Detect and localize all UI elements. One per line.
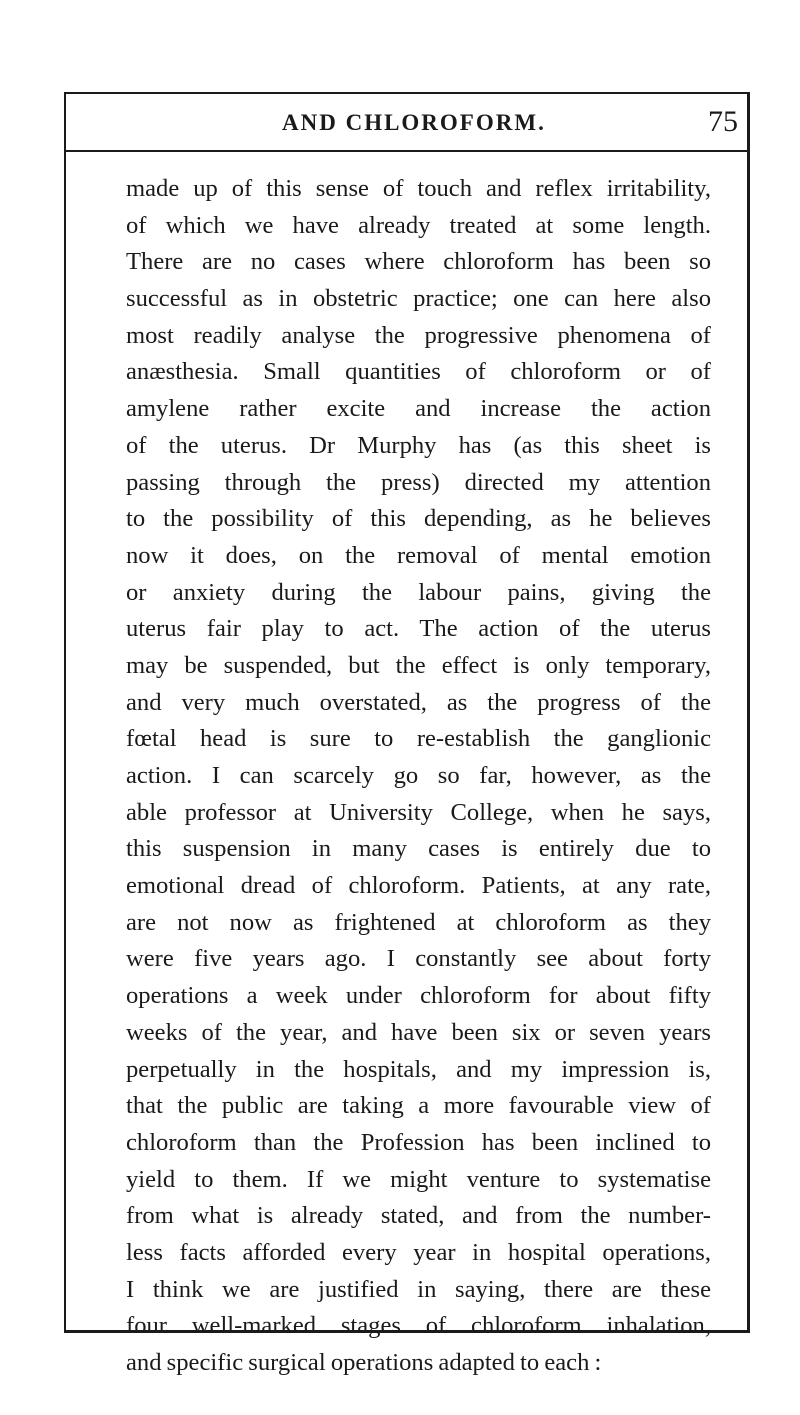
text-line: I think we are justified in saying, there are these [126,1275,711,1303]
text-line: chloroform than the Profession has been inclined to [126,1128,711,1156]
text-line: perpetually in the hospitals, and my impression is, [126,1055,711,1083]
text-line: anæsthesia. Small quantities of chloroform or of [126,358,711,386]
text-line: fœtal head is sure to re-establish the ganglionic [126,725,711,753]
text-line: to the possibility of this depending, as he believes [126,505,711,533]
page-right-border [747,92,750,1332]
text-line: There are no cases where chloroform has been so [126,248,711,276]
header-rule [64,150,750,152]
text-line: amylene rather excite and increase the action [126,395,711,423]
text-line: emotional dread of chloroform. Patients, at any rate, [126,872,711,900]
text-line: most readily analyse the progressive phenomena of [126,321,711,349]
text-line: and very much overstated, as the progress of the [126,688,711,716]
text-line: that the public are taking a more favourable view of [126,1092,711,1120]
text-line: operations a week under chloroform for about fifty [126,982,711,1010]
text-line: uterus fair play to act. The action of the uterus [126,615,711,643]
page-top-border [64,92,750,94]
text-line: and specific surgical operations adapted to each : [126,1349,602,1376]
text-line: weeks of the year, and have been six or seven years [126,1018,711,1046]
text-line: of the uterus. Dr Murphy has (as this sheet is [126,431,711,459]
text-line: may be suspended, but the effect is only temporary, [126,651,711,679]
text-line: were five years ago. I constantly see about forty [126,945,711,973]
text-line: able professor at University College, when he says, [126,798,711,826]
text-line: now it does, on the removal of mental emotion [126,541,711,569]
text-line: made up of this sense of touch and reflex irritability, [126,175,711,202]
page-number: 75 [708,105,738,138]
text-line: this suspension in many cases is entirely due to [126,835,711,863]
text-line: passing through the press) directed my attention [126,468,711,496]
page-left-border [64,92,66,1332]
text-line: from what is already stated, and from the number- [126,1202,711,1230]
body-paragraph [126,171,711,1382]
text-line: are not now as frightened at chloroform as they [126,908,711,936]
text-line: successful as in obstetric practice; one can here also [126,285,711,313]
running-head: AND CHLOROFORM. [282,110,546,135]
text-line: action. I can scarcely go so far, however, as the [126,762,711,789]
text-line: yield to them. If we might venture to systematise [126,1165,711,1193]
text-line: or anxiety during the labour pains, giving the [126,578,711,606]
text-line: of which we have already treated at some length. [126,211,711,239]
text-line: less facts afforded every year in hospital operations, [126,1238,711,1266]
text-line: four well-marked stages of chloroform inhalation, [126,1312,711,1340]
